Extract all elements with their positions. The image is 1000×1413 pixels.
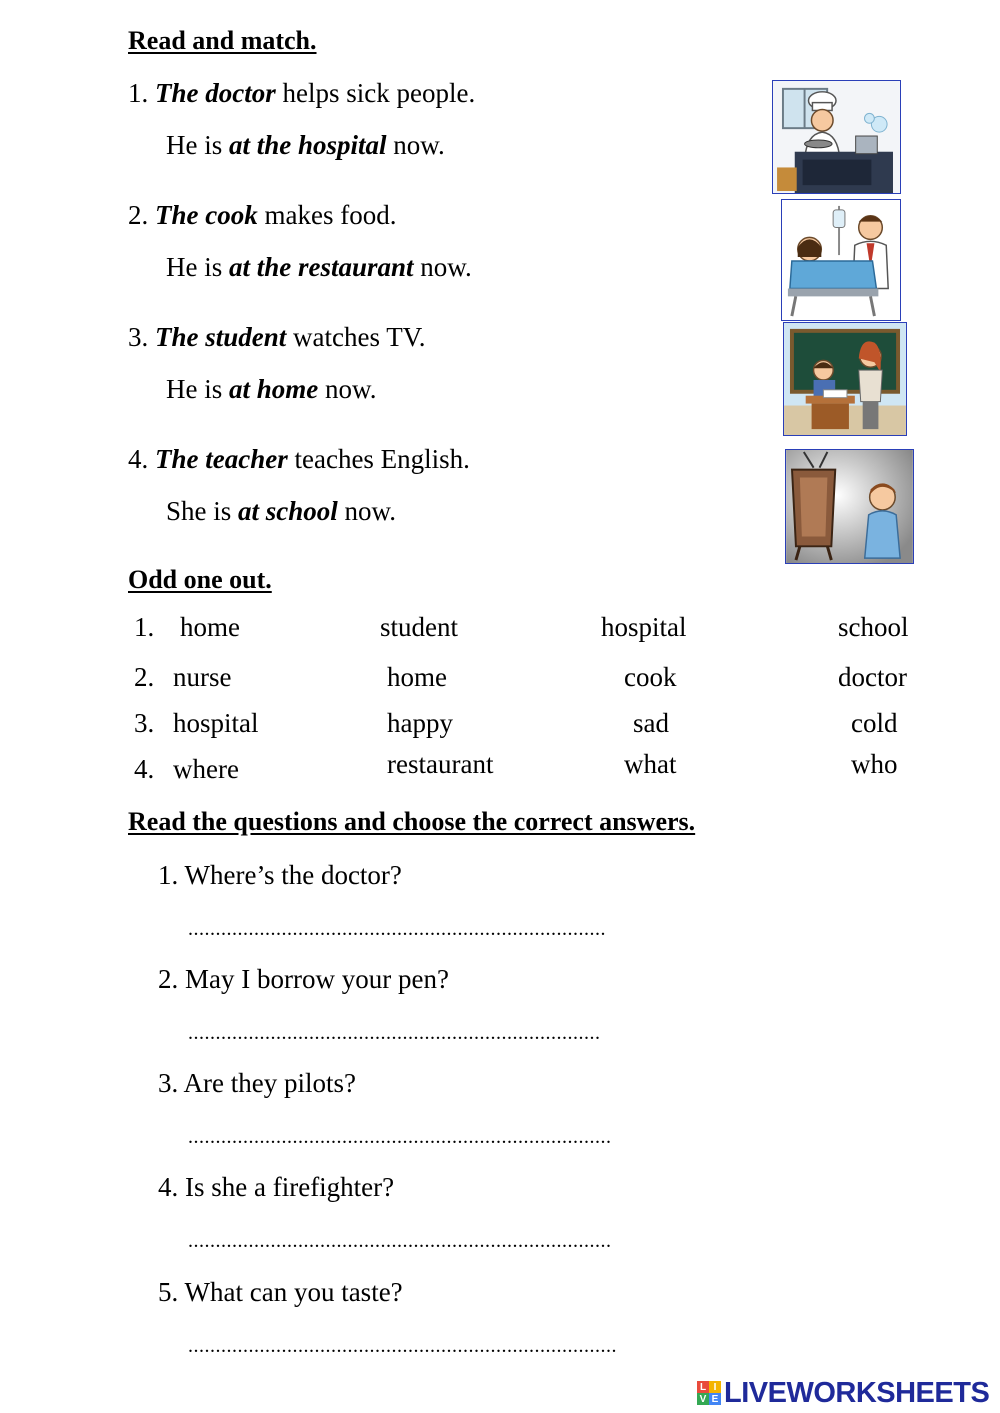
word-option[interactable]: happy [387,708,453,738]
word-option[interactable]: cook [624,662,677,692]
match-item-4-location [166,496,396,527]
word-option[interactable]: hospital [173,708,259,738]
logo-mark-icon [697,1381,721,1405]
logo-letter: I [709,1381,721,1393]
question-5: 5. What can you taste? [158,1277,403,1307]
logo-text: LIVEWORKSHEETS [724,1376,990,1409]
cook-illustration [773,81,900,193]
logo-letter: V [697,1393,709,1405]
match-item-2-location [166,252,472,283]
liveworksheets-logo [697,1376,989,1410]
item-subject: The doctor [155,78,276,108]
item-subject: The student [155,322,287,352]
location-place: at the restaurant [229,252,414,282]
word-option[interactable]: student [380,612,458,642]
question-4: 4. Is she a firefighter? [158,1172,395,1202]
match-item-3-location [166,374,377,405]
answer-field-5[interactable]: .............................................................................. [188,1335,617,1357]
word-option[interactable]: cold [851,708,898,738]
item-number: 3. [128,322,149,352]
teacher-illustration [784,323,906,435]
read-and-match-heading: Read and match. [128,26,317,55]
item-verb: watches TV. [286,322,426,352]
word-option[interactable]: where [173,754,239,784]
word-option[interactable]: what [624,749,677,779]
item-subject: The teacher [155,444,288,474]
answer-field-4[interactable]: ............................................................................. [188,1230,612,1252]
location-place: at home [229,374,319,404]
logo-letter: E [709,1393,721,1405]
word-option[interactable]: restaurant [387,749,494,779]
match-item-1-location [166,130,445,161]
location-prefix: She is [166,496,239,526]
answer-field-3[interactable]: ............................................................................. [188,1126,612,1148]
word-option[interactable]: who [851,749,898,779]
row-number: 2. [134,662,155,692]
word-option[interactable]: nurse [173,662,232,692]
answer-field-1[interactable]: ............................................................................ [188,918,606,940]
location-place: at school [238,496,338,526]
location-suffix: now. [337,496,397,526]
question-1: 1. Where’s the doctor? [158,860,402,890]
item-verb: teaches English. [287,444,470,474]
location-prefix: He is [166,374,229,404]
item-verb: makes food. [257,200,397,230]
item-number: 4. [128,444,149,474]
item-subject: The cook [155,200,258,230]
cook-in-kitchen-picture[interactable] [772,80,901,194]
location-suffix: now. [386,130,445,160]
teacher-with-student-picture[interactable] [783,322,907,436]
location-place: at the hospital [229,130,387,160]
item-verb: helps sick people. [275,78,476,108]
doctor-with-patient-picture[interactable] [781,199,901,321]
match-item-3-sentence [128,322,426,353]
match-item-1-sentence [128,78,475,109]
location-suffix: now. [413,252,472,282]
question-2: 2. May I borrow your pen? [158,964,449,994]
logo-letter: L [697,1381,709,1393]
location-prefix: He is [166,252,229,282]
odd-one-out-heading: Odd one out. [128,565,272,594]
location-prefix: He is [166,130,229,160]
word-option[interactable]: hospital [601,612,687,642]
item-number: 1. [128,78,149,108]
row-number: 1. [134,612,155,642]
word-option[interactable]: school [838,612,909,642]
row-number: 4. [134,754,155,784]
location-suffix: now. [318,374,377,404]
question-3: 3. Are they pilots? [158,1068,356,1098]
answer-field-2[interactable]: ........................................................................... [188,1022,601,1044]
match-item-4-sentence [128,444,470,475]
doctor-illustration [782,200,900,320]
word-option[interactable]: sad [633,708,669,738]
row-number: 3. [134,708,155,738]
match-item-2-sentence [128,200,396,231]
tv-illustration [786,450,913,563]
questions-heading: Read the questions and choose the correct answers. [128,807,696,836]
item-number: 2. [128,200,149,230]
word-option[interactable]: home [180,612,240,642]
boy-watching-tv-picture[interactable] [785,449,914,564]
word-option[interactable]: home [387,662,447,692]
word-option[interactable]: doctor [838,662,907,692]
